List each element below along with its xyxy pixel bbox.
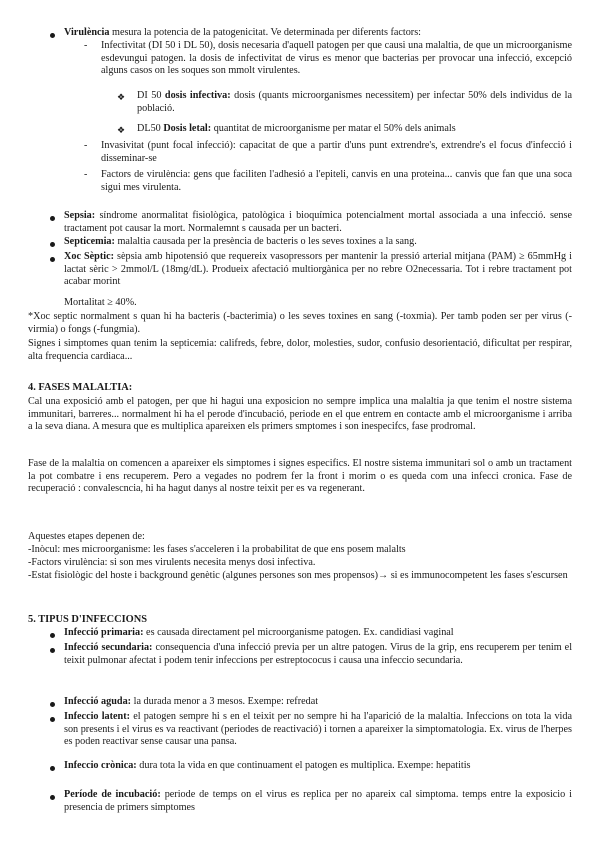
dash-marker: - <box>84 140 88 151</box>
di50-prefix: DI 50 <box>137 90 162 101</box>
dl50-text: quantitat de microorganisme per matar el 50% dels animals <box>213 123 456 134</box>
aguda-item <box>64 696 572 709</box>
cronica-def: dura tota la vida en que continuament el patogen es multiplica. Exempe: hepatitis <box>139 760 471 771</box>
bullet <box>50 717 55 722</box>
section-heading-fases: 4. FASES MALALTIA: <box>28 382 133 393</box>
primaria-def: es causada directament pel microorganisme patogen. Ex. candidiasi vaginal <box>146 627 454 638</box>
xoc-term: Xoc Sèptic: <box>64 251 114 262</box>
bullet <box>50 702 55 707</box>
xoc-note: *Xoc septic normalment s quan hi ha bacteris (-bacterimia) o les seves toxines en sang (-toxmia). Per tamb poden ser per virus (-virmia) o fongs (-fungmia). <box>28 311 572 335</box>
depenen-text: Aquestes etapes depenen de: <box>28 531 145 542</box>
incubacio-term: Període de incubació: <box>64 789 161 800</box>
fases-paragraph-1: Cal una exposició amb el patogen, per que hi hagui una exposicion no sempre implica una malaltia ja que tenim el nostre sistema immunitari, barreres... normalment hi ha el perode d'incubació, periode en el que entrem en contacte amb el microorganisme i arriba a la seva diana. A mesura que es multiplica apareixen els primers smptomes i son inespecifcs, fase prodromal. <box>28 396 572 433</box>
cronica-item <box>64 760 572 773</box>
sepsia-def: síndrome anormalitat fisiològica, patològica i bioquímica potencialment mortal associada a una infecció. sense tractament pot causar la mort. Normalemnt s causada per un bacteri. <box>64 210 573 234</box>
bullet <box>50 795 55 800</box>
incubacio-item <box>64 789 572 814</box>
aguda-term: Infecció aguda: <box>64 696 132 707</box>
bullet <box>50 648 55 653</box>
bullet <box>50 257 55 262</box>
septicemia-term: Septicemia: <box>64 236 115 247</box>
di50-item <box>137 90 572 115</box>
cronica-term: Infeccio crònica: <box>64 760 137 771</box>
bullet <box>50 216 55 221</box>
aguda-def: la durada menor a 3 mesos. Exempe: refredat <box>133 696 319 707</box>
di50-term: dosis infectiva: <box>164 90 231 101</box>
factors-virulencia-text: -Factors virulència: si son mes virulents necesita menys dosi infectiva. <box>28 557 316 568</box>
xoc-def: sèpsia amb hipotensió que requereix vasopressors per mantenir la pressió arterial mitjana (PAM) ≥ 65mmHg i lactat sèric > 2mmol/L (18mg/dL). Produeix afectació multiorgànica per no rebre O2necessaria. Tot i rebre tractament pot acabar morint <box>64 251 572 288</box>
signes-text: Signes i simptomes quan tenim la septicemia: califreds, febre, dolor, molesties, sudor, confusio desorientació, dificultat per respirar, alta frequencia cardiaca... <box>28 338 572 362</box>
invasivitat-text: Invasivitat (punt focal infecció): capacitat de que a partir d'uns punt extrendre's, extrendre's el focus d'infecció i disseminar-se <box>101 140 572 164</box>
bullet <box>50 33 55 38</box>
primaria-item <box>64 627 572 640</box>
latent-def: el patogen sempre hi s en el teixit per no sempre hi ha l'aparició de la malaltia. Infeccions on tota la vida son presents i el virus es va reactivant (periodes de reactivació) i tornen a apareixer la simptomatologia. Ex. virus de l'herpes es poden reactivar sense causar una pansa. <box>64 711 573 748</box>
estat-text: -Estat fisiològic del hoste i background genètic (algunes persones son mes propensos)→ si es immunocompetent les fases s'escursen <box>28 570 568 581</box>
mortalitat-text: Mortalitat ≥ 40%. <box>64 297 137 308</box>
virulencia-item <box>64 27 572 40</box>
dash-marker: - <box>84 169 88 180</box>
bullet <box>50 766 55 771</box>
dl50-prefix: DL50 <box>137 123 161 134</box>
bullet <box>50 242 55 247</box>
fases-paragraph-2: Fase de la malaltia on comencen a apareixer els simptomes i signes especifics. El nostre sistema immunitari sol o amb un tractament la pot combatre i ens recuperem. Pero a vegades no podrem fer la front i morim o es queda com una infecci cronica. Fase de recuperació : convalescncia, hi ha hagut danys al nostre teixit per es va regenerant. <box>28 458 572 495</box>
primaria-term: Infecció primaria: <box>64 627 144 638</box>
virulencia-term: Virulència <box>64 27 110 38</box>
dash-marker: - <box>84 40 88 51</box>
factors-text: Factors de virulència: gens que faciliten l'adhesió a l'epiteli, canvis en una proteina... canvis que fan que una soca sigui mes virulenta. <box>101 169 572 193</box>
latent-item <box>64 711 572 749</box>
di50-text: dosis (quants microorganismes necessitem) per infectar 50% dels individus de la població. <box>137 90 573 114</box>
bullet <box>50 633 55 638</box>
latent-term: Infeccio latent: <box>64 711 131 722</box>
virulencia-def: mesura la potencia de la patogenicitat. Ve determinada per diferents factors: <box>112 27 421 38</box>
infectivitat-text: Infectivitat (DI 50 i DL 50), dosis necesaria d'aquell patogen per que causi una malaltia, de que un microorganisme esdevungui patogen. la dosis de infectivitat de virus es menor que bacterias per provocar una infecció, excepció alguns casos on les soques son mmolt virulentes. <box>101 40 572 77</box>
secundaria-item <box>64 642 572 667</box>
incubacio-def: periode de temps on el virus es replica per no apareix cal simptoma. temps entre la exposicio i presencia de primers simptomes <box>64 789 572 813</box>
septicemia-def: malaltia causada per la presència de bacteris o les seves toxines a la sang. <box>117 236 417 247</box>
sepsia-term: Sepsia: <box>64 210 96 221</box>
septicemia-item <box>64 236 572 249</box>
dl50-term: Dosis letal: <box>163 123 212 134</box>
diamond-bullet-icon: ❖ <box>117 125 126 135</box>
secundaria-def: consequencia d'una infecció previa per un altre patogen. Virus de la grip, ens recuperem per tenim el teixit pulmonar afectat i podem tenir infeccions per estreptococus i causa una infeccio secundaria. <box>64 642 573 666</box>
inocul-text: -Inòcul: mes microorganisme: les fases s'acceleren i la probabilitat de que ens posem malalts <box>28 544 406 555</box>
section-heading-tipus: 5. TIPUS D'INFECCIONS <box>28 614 148 625</box>
xoc-item <box>64 251 572 289</box>
secundaria-term: Infecció secundaria: <box>64 642 153 653</box>
sepsia-item <box>64 210 572 235</box>
dl50-item <box>137 123 572 136</box>
diamond-bullet-icon: ❖ <box>117 92 126 102</box>
